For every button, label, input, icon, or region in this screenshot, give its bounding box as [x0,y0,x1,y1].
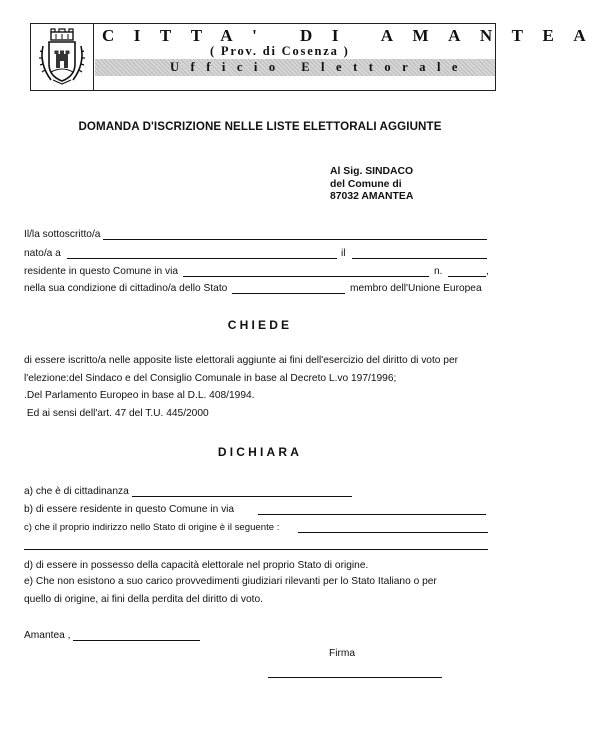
field-via[interactable] [183,276,429,277]
addressee-line: del Comune di [330,178,402,190]
field-via-residenza[interactable] [258,514,486,515]
city-title: CITTA' DI AMANTEA [102,26,605,45]
office-name: Ufficio Elettorale [170,60,469,74]
label-condizione: nella sua condizione di cittadino/a dello Stato [24,283,228,294]
crest-box [30,23,94,91]
field-cittadinanza[interactable] [132,496,352,497]
label-il: il [341,248,346,259]
chiede-text [24,352,458,422]
field-data-nascita[interactable] [352,258,487,259]
clause-d: d) di essere in possesso della capacità elettorale nel proprio Stato di origine. [24,560,369,571]
heading-dichiara: DICHIARA [217,445,303,459]
province-subtitle: ( Prov. di Cosenza ) [210,44,350,58]
heading-chiede: CHIEDE [227,318,293,332]
addressee-line: 87032 AMANTEA [330,191,414,202]
label-via-residenza: b) di essere residente in questo Comune in via [24,504,235,515]
document-title: DOMANDA D'ISCRIZIONE NELLE LISTE ELETTORALI AGGIUNTE [78,120,442,133]
label-firma: Firma [329,648,356,659]
city-crest-icon [39,28,85,86]
label-numero: n. [434,266,443,277]
label-indirizzo-origine: c) che il proprio indirizzo nello Stato di origine è il seguente : [24,522,280,533]
field-numero-civico[interactable] [448,276,486,277]
field-firma[interactable] [268,677,442,678]
addressee-block [330,166,413,204]
label-membro: membro dell'Unione Europea [350,283,482,294]
label-sottoscritto: Il/la sottoscritto/a [24,229,101,240]
chiede-line: di essere iscritto/a nelle apposite liste elettorali aggiunte ai fini dell'esercizio del diritto di voto per [24,355,459,366]
clause-e-cont: quello di origine, ai fini della perdita del diritto di voto. [24,594,263,605]
field-data[interactable] [73,640,200,641]
clause-e: e) Che non esistono a suo carico provvedimenti giudiziari rilevanti per lo Stato Italiano o per [24,576,437,587]
field-stato[interactable] [232,293,345,294]
chiede-line: Ed ai sensi dell'art. 47 del T.U. 445/2000 [24,407,209,419]
field-indirizzo-origine[interactable] [298,532,488,533]
field-nome[interactable] [103,239,487,240]
label-residente: residente in questo Comune in via [24,266,179,277]
label-cittadinanza: a) che è di cittadinanza [24,486,129,497]
addressee-line: Al Sig. SINDACO [330,166,414,177]
label-numero-comma: , [486,266,489,277]
field-luogo-nascita[interactable] [67,258,337,259]
label-luogo-data: Amantea , [24,630,71,641]
chiede-line: l'elezione:del Sindaco e del Consiglio Comunale in base al Decreto L.vo 197/1996; [24,372,397,384]
field-indirizzo-origine-line2[interactable] [24,549,488,550]
label-nato: nato/a a [24,248,61,259]
chiede-line: .Del Parlamento Europeo in base al D.L. 408/1994. [24,390,255,401]
